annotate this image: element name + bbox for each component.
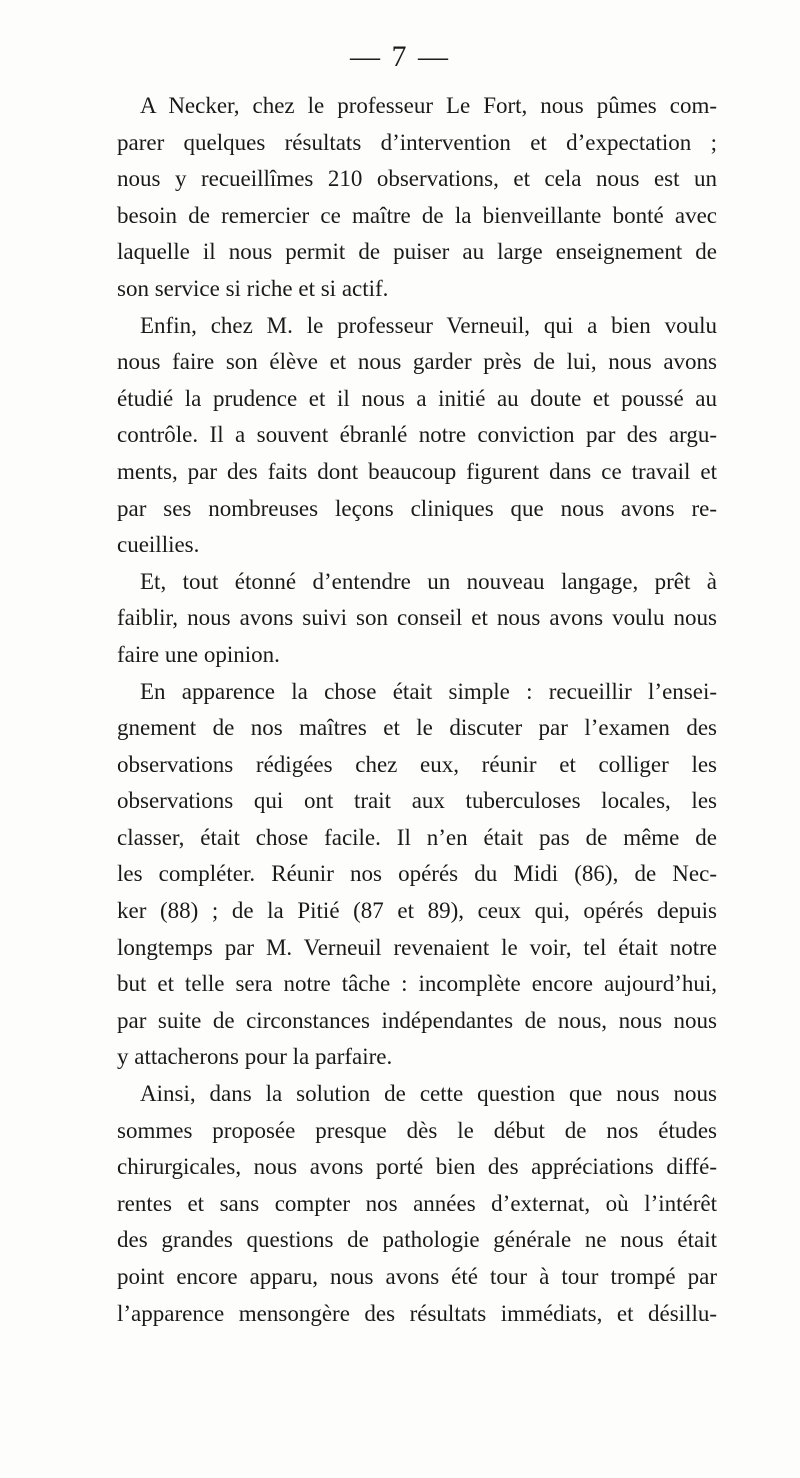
- text-line: sommes proposée presque dès le début de nos études: [117, 1117, 717, 1143]
- text-line: rentes et sans compter nos années d’externat, où l’intérêt: [117, 1190, 717, 1216]
- text-line: besoin de remercier ce maître de la bienveillante bonté avec: [117, 202, 717, 228]
- text-line: faire une opinion.: [117, 641, 280, 667]
- text-line: Enfin, chez M. le professeur Verneuil, qui a bien voulu: [140, 312, 717, 338]
- text-line: observations qui ont trait aux tuberculoses locales, les: [117, 788, 717, 814]
- text-line: nous faire son élève et nous garder près de lui, nous avons: [117, 349, 717, 375]
- text-line: classer, était chose facile. Il n’en était pas de même de: [117, 824, 717, 850]
- text-line: son service si riche et si actif.: [117, 275, 389, 301]
- text-line: faiblir, nous avons suivi son conseil et nous avons voulu nous: [117, 605, 717, 631]
- text-line: contrôle. Il a souvent ébranlé notre conviction par des argu-: [117, 422, 717, 448]
- text-line: Ainsi, dans la solution de cette question que nous nous: [140, 1081, 717, 1107]
- text-line: laquelle il nous permit de puiser au large enseignement de: [117, 239, 717, 265]
- text-line: Et, tout étonné d’entendre un nouveau langage, prêt à: [140, 568, 717, 594]
- body-text: [117, 88, 717, 1332]
- text-line: nous y recueillîmes 210 observations, et cela nous est un: [117, 166, 717, 192]
- text-line: chirurgicales, nous avons porté bien des appréciations diffé-: [117, 1154, 717, 1180]
- text-line: par suite de circonstances indépendantes de nous, nous nous: [117, 1007, 717, 1033]
- text-line: gnement de nos maîtres et le discuter par l’examen des: [117, 715, 717, 741]
- text-line: En apparence la chose était simple : recueillir l’ensei-: [140, 678, 717, 704]
- text-line: y attacherons pour la parfaire.: [117, 1044, 393, 1070]
- text-line: but et telle sera notre tâche : incomplète encore aujourd’hui,: [117, 971, 717, 997]
- text-line: observations rédigées chez eux, réunir et colliger les: [117, 751, 717, 777]
- text-line: des grandes questions de pathologie générale ne nous était: [117, 1227, 717, 1253]
- text-line: point encore apparu, nous avons été tour à tour trompé par: [117, 1264, 717, 1289]
- text-line: cueillies.: [117, 532, 200, 558]
- text-line: longtemps par M. Verneuil revenaient le voir, tel était notre: [117, 934, 717, 960]
- text-line: ments, par des faits dont beaucoup figurent dans ce travail et: [117, 458, 717, 484]
- text-line: ker (88) ; de la Pitié (87 et 89), ceux qui, opérés depuis: [117, 898, 717, 924]
- text-line: étudié la prudence et il nous a initié au doute et poussé au: [117, 385, 717, 411]
- page-number: — 7 —: [350, 40, 450, 73]
- text-line: les compléter. Réunir nos opérés du Midi (86), de Nec-: [117, 861, 717, 887]
- text-line: A Necker, chez le professeur Le Fort, nous pûmes com-: [140, 93, 717, 118]
- text-line: parer quelques résultats d’intervention et d’expectation ;: [117, 129, 717, 155]
- text-line: l’apparence mensongère des résultats immédiats, et désillu-: [117, 1300, 717, 1326]
- text-line: par ses nombreuses leçons cliniques que nous avons re-: [117, 495, 717, 521]
